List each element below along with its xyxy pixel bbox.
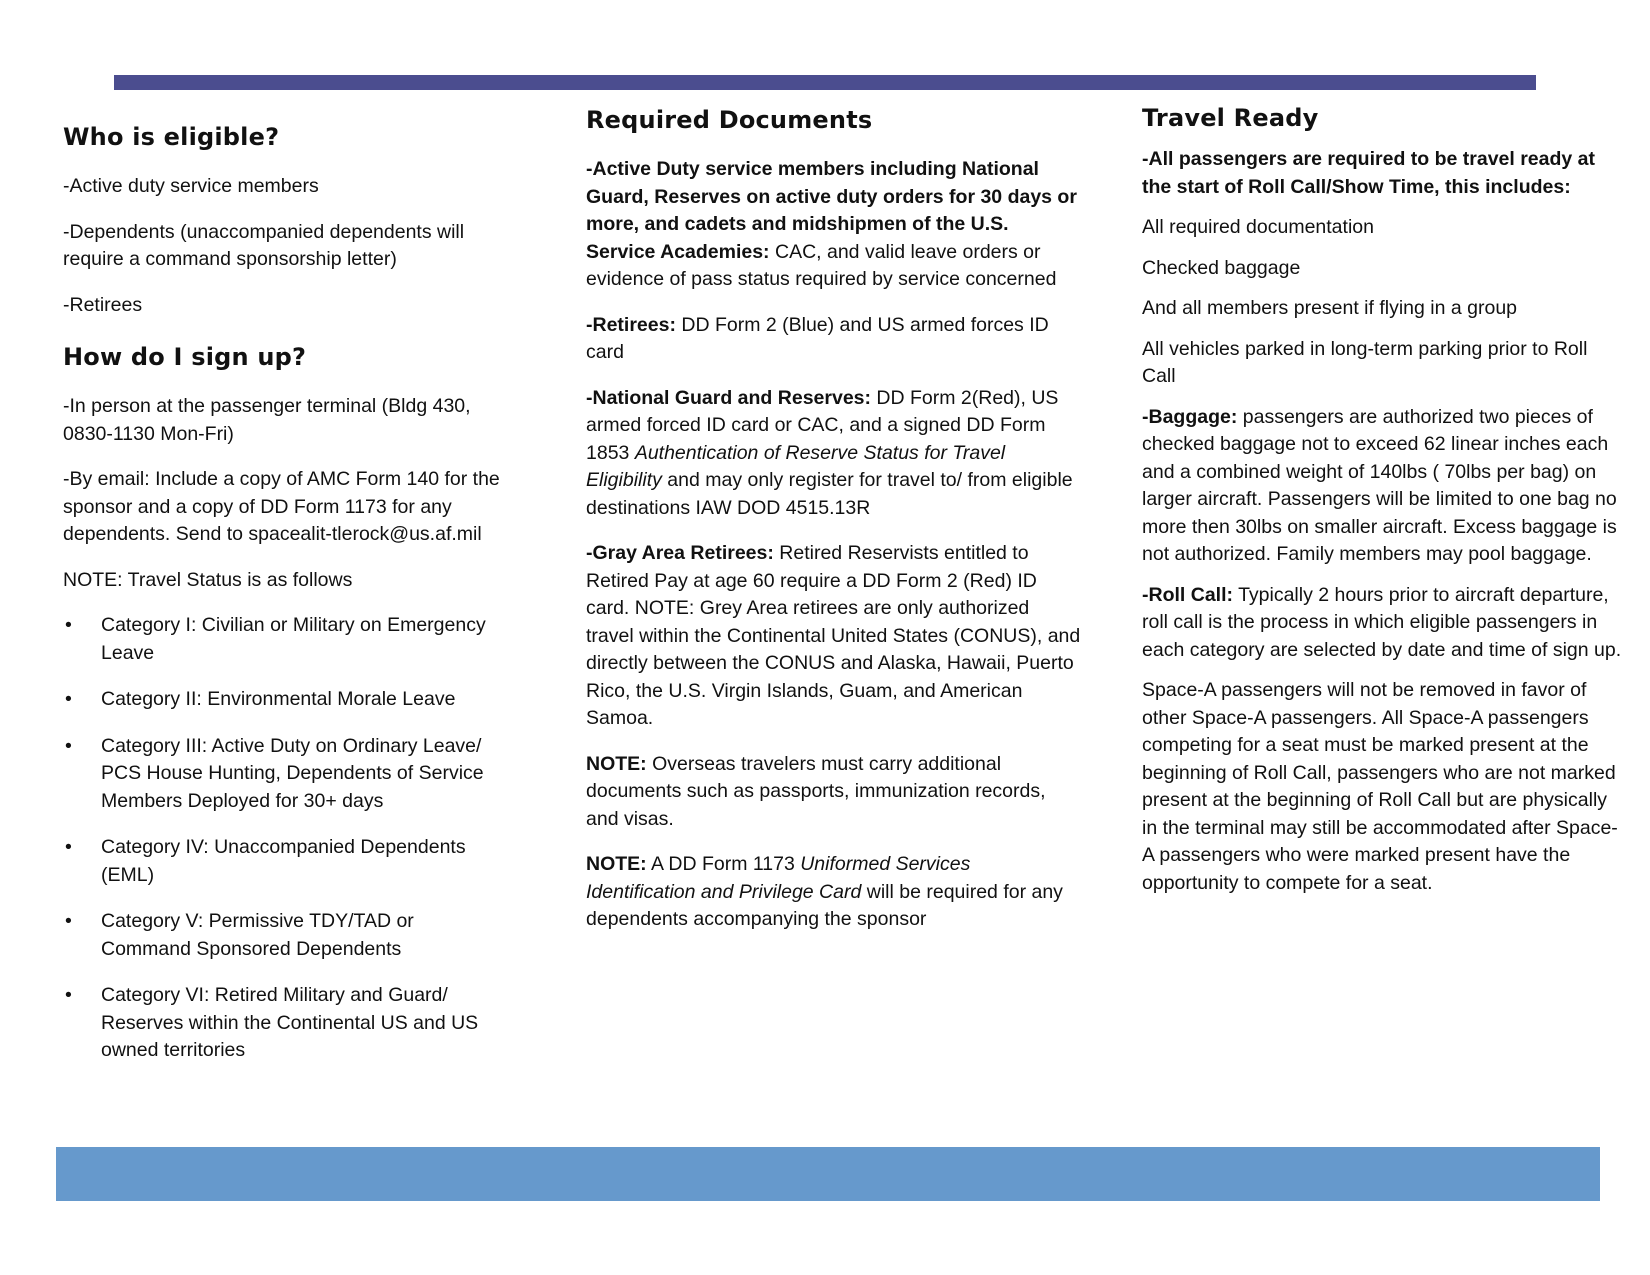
signup-in-person: -In person at the passenger terminal (Bldg 430, 0830-1130 Mon-Fri) [63, 395, 471, 445]
doc-text: Retired Reservists entitled to Retired Pay at age 60 require a DD Form 2 (Red) ID card. NOTE: Grey Area retirees are only authorized travel within the Continental United States (CONUS), and directly between the CONUS and Alaska, Hawaii, Puerto Rico, the U.S. Virgin Islands, Guam, and American Samoa. [586, 542, 1081, 729]
doc-retirees [586, 312, 1081, 367]
category-text: Category VI: Retired Military and Guard/ Reserves within the Continental US and US owned territories [101, 984, 479, 1061]
bottom-decorative-bar [56, 1147, 1600, 1201]
note-text: A DD Form 1173 [646, 853, 801, 875]
category-list [63, 612, 508, 1065]
top-decorative-bar [114, 75, 1536, 90]
note-label: NOTE: [586, 853, 647, 875]
baggage-policy [1142, 404, 1622, 569]
category-text: Category I: Civilian or Military on Emergency Leave [101, 614, 486, 664]
doc-text: CAC, and valid leave orders or evidence of pass status required by service concerned [586, 240, 1057, 290]
bullet-icon: • [65, 984, 72, 1006]
doc-text: and may only register for travel to/ from eligible destinations IAW DOD 4515.13R [586, 469, 1073, 519]
bullet-icon: • [65, 614, 72, 636]
eligible-item: -Retirees [63, 293, 143, 316]
heading-how-do-i-sign-up: How do I sign up? [63, 343, 307, 371]
doc-gray-area-retirees [586, 540, 1081, 733]
roll-call-policy [1142, 582, 1622, 665]
doc-label: -Gray Area Retirees: [586, 542, 774, 564]
space-a-policy: Space-A passengers will not be removed in favor of other Space-A passengers. All Space-A passengers competing for a seat must be marked present at the beginning of Roll Call, passengers who are not marked present at the beginning of Roll Call but are physically in the terminal may still be accommodated after Space-A passengers who were marked present have the opportunity to compete for a seat. [1142, 679, 1618, 894]
doc-label: -Retirees: [586, 313, 676, 336]
doc-guard-reserves [586, 385, 1081, 523]
category-item [63, 908, 508, 963]
column-travel-ready [1142, 102, 1622, 910]
category-text: Category II: Environmental Morale Leave [101, 688, 456, 710]
checklist-item: All required documentation [1142, 216, 1374, 238]
category-text: Category IV: Unaccompanied Dependents (EML) [101, 836, 466, 886]
column-eligibility-signup [63, 121, 508, 1084]
checklist-item: Checked baggage [1142, 256, 1301, 279]
category-item [63, 733, 508, 816]
doc-label: -Active Duty service members including National Guard, Reserves on active duty orders for 30 days or more, and cadets and midshipmen of the U.S. Service Academies: [586, 158, 1077, 263]
doc-form-title: Authentication of Reserve Status for Travel Eligibility [586, 441, 1006, 491]
bullet-icon: • [65, 836, 72, 858]
travel-ready-intro: -All passengers are required to be travel ready at the start of Roll Call/Show Time, this includes: [1142, 148, 1596, 198]
eligible-item: -Dependents (unaccompanied dependents will require a command sponsorship letter) [63, 220, 465, 270]
heading-travel-ready: Travel Ready [1142, 104, 1319, 132]
note-text: Overseas travelers must carry additional documents such as passports, immunization records, and visas. [586, 752, 1046, 830]
bullet-icon: • [65, 688, 72, 710]
doc-text: DD Form 2 (Blue) and US armed forces ID card [586, 313, 1049, 363]
category-item [63, 686, 508, 714]
travel-status-note: NOTE: Travel Status is as follows [63, 568, 353, 591]
category-item [63, 834, 508, 889]
note-dd1173 [586, 851, 1081, 934]
category-item [63, 612, 508, 667]
heading-who-is-eligible: Who is eligible? [63, 123, 280, 151]
signup-by-email: -By email: Include a copy of AMC Form 140 for the sponsor and a copy of DD Form 1173 for any dependents. Send to spacealit-tlerock@us.af.mil [63, 468, 500, 545]
note-label: NOTE: [586, 752, 647, 775]
note-overseas [586, 751, 1081, 834]
category-text: Category III: Active Duty on Ordinary Leave/ PCS House Hunting, Dependents of Service Members Deployed for 30+ days [101, 734, 484, 812]
doc-active-duty [586, 156, 1081, 294]
doc-form-title: Uniformed Services Identification and Privilege Card [586, 853, 971, 903]
policy-text: passengers are authorized two pieces of checked baggage not to exceed 62 linear inches each and a combined weight of 140lbs ( 70lbs per bag) on larger aircraft. Passengers will be limited to one bag no more then 30lbs on smaller aircraft. Excess baggage is not authorized. Family members may pool baggage. [1142, 405, 1617, 565]
policy-label: -Roll Call: [1142, 583, 1233, 606]
policy-label: -Baggage: [1142, 405, 1238, 428]
checklist-item: All vehicles parked in long-term parking prior to Roll Call [1142, 337, 1588, 387]
column-required-documents [586, 104, 1081, 952]
checklist-item: And all members present if flying in a group [1142, 297, 1518, 319]
category-item [63, 982, 508, 1065]
bullet-icon: • [65, 734, 72, 757]
doc-label: -National Guard and Reserves: [586, 386, 871, 409]
eligible-item: -Active duty service members [63, 175, 319, 197]
category-text: Category V: Permissive TDY/TAD or Command Sponsored Dependents [101, 910, 414, 960]
policy-text: Typically 2 hours prior to aircraft departure, roll call is the process in which eligible passengers in each category are selected by date and time of sign up. [1142, 583, 1622, 661]
heading-required-documents: Required Documents [586, 106, 873, 134]
note-text: will be required for any dependents accompanying the sponsor [586, 880, 1063, 930]
bullet-icon: • [65, 910, 72, 932]
doc-text: DD Form 2(Red), US armed forced ID card or CAC, and a signed DD Form 1853 [586, 386, 1059, 464]
